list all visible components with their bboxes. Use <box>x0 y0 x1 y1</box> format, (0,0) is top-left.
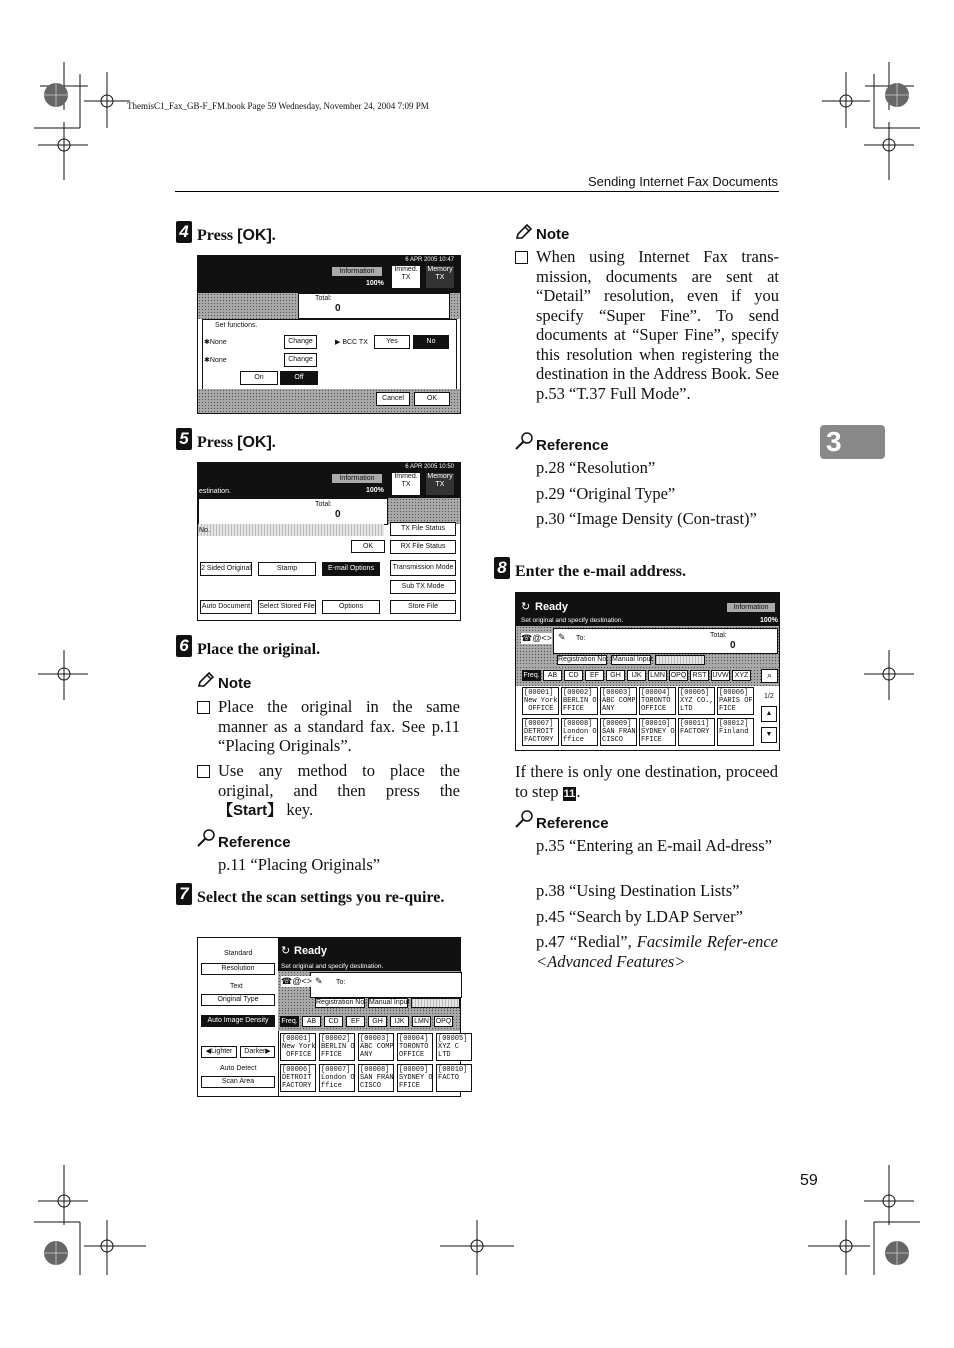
screen4-destination-cell[interactable]: [00008] London O ffice <box>563 720 597 744</box>
s6-reference-item: p.11 “Placing Originals” <box>218 855 381 874</box>
screen4-destination-cell[interactable]: [00005] XYZ CO., LTD <box>680 689 714 713</box>
screen4-tab-xyz[interactable]: XYZ <box>732 670 751 681</box>
s8-after-suffix: . <box>576 781 581 801</box>
screen4-disabled-button <box>655 655 705 665</box>
screen3-destination-cell[interactable]: [00008] SAN FRAN CISCO <box>360 1066 394 1090</box>
screen2-no-label: No. <box>199 527 210 534</box>
step-4-prefix: Press <box>197 227 238 244</box>
s6-note-item-2 <box>218 761 460 821</box>
screen4-percent: 100% <box>760 617 778 624</box>
screen2-email-options-button[interactable]: E-mail Options <box>322 562 380 576</box>
file-info: ThemisC1_Fax_GB-F_FM.book Page 59 Wednesday, November 24, 2004 7:09 PM <box>127 101 429 111</box>
right-reference-2-item-2: p.38 “Using Destination Lists” <box>536 881 740 900</box>
screen1-no-button[interactable]: No <box>413 335 449 349</box>
screen1-set-functions: Set functions. <box>215 322 258 329</box>
step-7-number: 7 <box>176 883 192 905</box>
screen1-percent: 100% <box>366 280 384 287</box>
right-reference-2-title: Reference <box>536 815 609 832</box>
pen-icon: ✎ <box>558 632 566 642</box>
screen3-darker-button[interactable]: Darker▶ <box>240 1046 275 1058</box>
screen1-memory-tx-button[interactable]: Memory TX <box>425 265 455 289</box>
screen2-immed-tx-button[interactable]: Immed. TX <box>391 472 421 496</box>
s6-note-item-2-suffix: key. <box>282 800 314 819</box>
screen4-destination-cell[interactable]: [00002] BERLIN O FFICE <box>563 689 597 713</box>
screen2-total-box <box>198 498 388 525</box>
screen4-destination-cell[interactable]: [00004] TORONTO OFFICE <box>639 687 676 715</box>
search-icon[interactable]: ⌕ <box>761 669 778 683</box>
screen2-total-label: Total: <box>315 501 332 508</box>
screen3-prompt: Set original and specify destination. <box>281 963 384 970</box>
screen4-destination-cell[interactable]: [00011] FACTORY <box>678 718 715 746</box>
step-4-text <box>197 226 276 246</box>
screen4-tab-ef[interactable]: EF <box>585 670 604 681</box>
magnifier-icon <box>197 829 217 852</box>
screen2-select-stored-button[interactable]: Select Stored File <box>258 600 316 614</box>
screen3-tab-freq[interactable]: Freq. <box>281 1018 298 1025</box>
screen3-side-standard: Standard <box>224 950 253 957</box>
screen1-change-button-1[interactable]: Change <box>284 335 317 349</box>
screen3-destination-cell[interactable]: [00004] TORONTO OFFICE <box>397 1033 433 1061</box>
screen3-destination-cell[interactable]: [00009] SYDNEY O FFICE <box>399 1066 433 1090</box>
s8-after-main: If there is only one destination, proceed to step <box>515 762 778 801</box>
screen3-lighter-button[interactable]: ◀Lighter <box>201 1046 237 1058</box>
screen2-datetime: 6 APR 2005 10:50 <box>405 464 454 470</box>
screen-email-options <box>197 462 461 621</box>
screen1-immed-tx-button[interactable]: Immed. TX <box>391 265 421 289</box>
checkbox-icon <box>197 701 210 714</box>
right-reference-1-item-1: p.28 “Resolution” <box>536 458 656 477</box>
screen4-fax-icon: ☎@<> <box>521 633 552 643</box>
screen4-prompt: Set original and specify destination. <box>521 617 624 624</box>
ok-key-label: [OK] <box>237 434 272 451</box>
screen-scan-settings <box>197 937 468 1097</box>
screen3-manual-input-button[interactable]: Manual Input <box>369 999 410 1006</box>
screen4-tab-cd[interactable]: CD <box>564 670 583 681</box>
screen4-destination-cell[interactable]: [00010] SYDNEY O FFICE <box>641 720 675 744</box>
right-reference-2-item-3: p.45 “Search by LDAP Server” <box>536 907 743 926</box>
screen3-side-text: Text <box>230 983 243 990</box>
screen2-search-row <box>198 524 384 536</box>
scroll-down-icon[interactable]: ▼ <box>761 727 777 743</box>
screen2-tx-file-status-button[interactable]: TX File Status <box>390 522 456 536</box>
screen4-destination-cell[interactable]: [00009] SAN FRAN CISCO <box>602 720 636 744</box>
step-6-number: 6 <box>176 635 192 657</box>
screen3-destination-cell[interactable]: [00003] ABC COMP ANY <box>360 1035 394 1059</box>
screen-enter-email <box>515 592 780 751</box>
screen1-change-button-2[interactable]: Change <box>284 353 317 367</box>
screen4-tab-lmn[interactable]: LMN <box>648 670 667 681</box>
screen1-total-label: Total: <box>315 295 332 302</box>
magnifier-icon <box>515 810 535 833</box>
screen4-tab-rst[interactable]: RST <box>690 670 709 681</box>
screen1-datetime: 6 APR 2005 10:47 <box>405 257 454 263</box>
screen1-information-button[interactable]: Information <box>331 266 383 277</box>
screen3-tab-ijk[interactable]: IJK <box>390 1016 409 1027</box>
screen2-destination-text: estination. <box>199 488 231 495</box>
refresh-icon: ↻ <box>281 945 291 957</box>
screen4-destination-cell[interactable]: [00001] New York OFFICE <box>524 689 558 713</box>
step-5-number: 5 <box>176 428 192 450</box>
screen4-total-label: Total: <box>710 632 727 639</box>
step-4-number: 4 <box>176 221 192 243</box>
screen2-information-button[interactable]: Information <box>331 473 383 484</box>
s6-note-item-2-text: Use any method to place the original, and then press the <box>218 761 460 800</box>
screen2-ok-button[interactable]: OK <box>351 540 385 553</box>
screen2-sub-tx-button[interactable]: Sub TX Mode <box>390 580 456 594</box>
screen3-disabled-button <box>411 998 460 1008</box>
screen3-destination-cell[interactable]: [00007] London O ffice <box>321 1066 355 1090</box>
refresh-icon: ↻ <box>521 601 531 613</box>
screen2-auto-document-button[interactable]: Auto Document <box>200 600 252 614</box>
screen1-ok-button[interactable]: OK <box>414 392 450 406</box>
screen3-to-label: To: <box>336 979 346 986</box>
screen3-destination-cell[interactable]: [00005] XYZ C LTD <box>436 1033 472 1061</box>
step-5-suffix: . <box>271 434 276 451</box>
screen4-to-label: To: <box>576 635 586 642</box>
screen4-tab-gh[interactable]: GH <box>606 670 625 681</box>
screen3-side-auto-detect: Auto Detect <box>220 1065 257 1072</box>
right-note-title: Note <box>536 226 570 243</box>
screen4-tab-opq[interactable]: OPQ <box>670 672 687 679</box>
screen3-tab-ef[interactable]: EF <box>346 1016 365 1027</box>
s8-after-text <box>515 762 778 801</box>
screen3-resolution-button[interactable]: Resolution <box>201 963 275 975</box>
screen2-stamp-button[interactable]: Stamp <box>258 562 316 576</box>
screen4-ready: Ready <box>535 601 569 613</box>
screen2-percent: 100% <box>366 487 384 494</box>
right-reference-2-item-1: p.35 “Entering an E-mail Ad-dress” <box>536 836 772 855</box>
pencil-icon <box>197 672 215 693</box>
screen1-none-1: ✱None <box>204 339 227 346</box>
screen2-store-file-button[interactable]: Store File <box>390 600 456 614</box>
checkbox-icon <box>197 765 210 778</box>
screen3-tab-ab[interactable]: AB <box>302 1016 321 1027</box>
screen4-tab-freq[interactable]: Freq. <box>523 672 540 679</box>
chapter-tab: 3 <box>820 425 885 459</box>
step-8-text: Enter the e-mail address. <box>515 563 686 580</box>
magnifier-icon <box>515 432 535 455</box>
screen4-information-button[interactable]: Information <box>726 602 776 613</box>
screen3-to-box <box>310 972 462 998</box>
screen2-total-value: 0 <box>335 509 341 520</box>
screen-bcc-tx <box>197 255 461 414</box>
screen3-registration-button[interactable]: Registration No. <box>316 999 367 1006</box>
screen3-destination-cell[interactable]: [00010] FACTO <box>436 1064 472 1092</box>
screen4-to-box <box>553 628 778 654</box>
screen2-transmission-mode-button[interactable]: Transmission Mode <box>390 560 456 576</box>
right-reference-1-item-3: p.30 “Image Density (Con-trast)” <box>536 509 757 528</box>
step-7-text: Select the scan settings you re-quire. <box>197 889 445 906</box>
screen4-tab-ab[interactable]: AB <box>543 670 562 681</box>
screen4-destination-cell[interactable]: [00006] PARIS OF FICE <box>719 689 753 713</box>
screen1-yes-button[interactable]: Yes <box>374 335 410 349</box>
screen4-page-indicator: 1/2 <box>764 693 774 700</box>
screen3-original-type-button[interactable]: Original Type <box>201 994 275 1006</box>
right-reference-2-item-4-italic: Facsimile Refer-ence <Advanced Features> <box>536 932 778 971</box>
s6-note-item-1: Place the original in the same manner as a standard fax. See p.11 “Placing Originals”. <box>218 697 460 755</box>
screen4-tab-ijk[interactable]: IJK <box>627 670 646 681</box>
screen3-auto-density-button[interactable]: Auto Image Density <box>201 1015 275 1027</box>
screen1-on-button[interactable]: On <box>240 371 278 385</box>
screen3-ready: Ready <box>294 945 328 957</box>
screen3-fax-icon: ☎@<> <box>281 976 312 986</box>
screen4-manual-input-button[interactable]: Manual Input <box>612 656 653 663</box>
checkbox-icon <box>515 251 528 264</box>
pencil-icon <box>515 224 533 245</box>
screen2-memory-tx-button[interactable]: Memory TX <box>425 472 455 496</box>
screen1-none-2: ✱None <box>204 357 227 364</box>
ok-key-label: [OK] <box>237 227 272 244</box>
screen1-cancel-button[interactable]: Cancel <box>376 392 410 406</box>
header-title: Sending Internet Fax Documents <box>587 174 778 189</box>
pen-icon: ✎ <box>315 976 323 986</box>
right-reference-2-item-4 <box>536 932 778 971</box>
screen2-rx-file-status-button[interactable]: RX File Status <box>390 540 456 554</box>
screen3-destination-cell[interactable]: [00001] New York OFFICE <box>282 1035 316 1059</box>
screen1-total-value: 0 <box>335 303 341 314</box>
screen4-tab-uvw[interactable]: UVW <box>712 672 729 679</box>
right-reference-1-item-2: p.29 “Original Type” <box>536 484 676 503</box>
header-rule <box>175 191 779 192</box>
screen3-destination-cell[interactable]: [00006] DETROIT FACTORY <box>280 1064 316 1092</box>
screen4-destination-cell[interactable]: [00007] DETROIT FACTORY <box>522 718 559 746</box>
screen3-tab-opq[interactable]: OPQ <box>435 1018 452 1025</box>
s6-note-title: Note <box>218 675 252 692</box>
step-5-prefix: Press <box>197 434 238 451</box>
scroll-up-icon[interactable]: ▲ <box>761 706 777 722</box>
screen3-destination-cell[interactable]: [00002] BERLIN O FFICE <box>321 1035 355 1059</box>
right-reference-1-title: Reference <box>536 437 609 454</box>
screen2-two-sided-button[interactable]: 2 Sided Original <box>200 562 252 576</box>
step-8-number: 8 <box>494 557 510 579</box>
screen3-tab-lmn[interactable]: LMN <box>412 1016 431 1027</box>
s6-reference-title: Reference <box>218 834 291 851</box>
right-reference-2-item-4-plain: p.47 “Redial”, <box>536 932 637 951</box>
screen4-registration-button[interactable]: Registration No. <box>558 656 609 663</box>
step-6-text: Place the original. <box>197 641 321 658</box>
screen3-tab-cd[interactable]: CD <box>324 1016 343 1027</box>
screen4-destination-cell[interactable]: [00003] ABC COMP ANY <box>602 689 636 713</box>
start-key-label: 【Start】 <box>218 802 283 819</box>
right-note-text: When using Internet Fax trans-mission, documents are sent at “Detail” resolution, even if you specify “Super Fine”. To send documents at “Super Fine”, specify this resolution when registering the destination in the Address Book. See p.53 “T.37 Full Mode”. <box>536 247 779 403</box>
screen4-destination-cell[interactable]: [00012] Finland <box>717 718 754 746</box>
screen4-total-value: 0 <box>730 640 736 651</box>
screen3-scan-area-button[interactable]: Scan Area <box>201 1076 275 1088</box>
screen1-bcc-label: ▶ BCC TX <box>335 339 368 346</box>
step-ref-icon: 11 <box>563 787 576 800</box>
step-5-text <box>197 433 276 453</box>
screen1-off-button[interactable]: Off <box>280 371 318 385</box>
screen2-options-button[interactable]: Options <box>322 600 380 614</box>
page-number: 59 <box>800 1172 818 1189</box>
step-4-suffix: . <box>271 227 276 244</box>
screen3-tab-gh[interactable]: GH <box>368 1016 387 1027</box>
